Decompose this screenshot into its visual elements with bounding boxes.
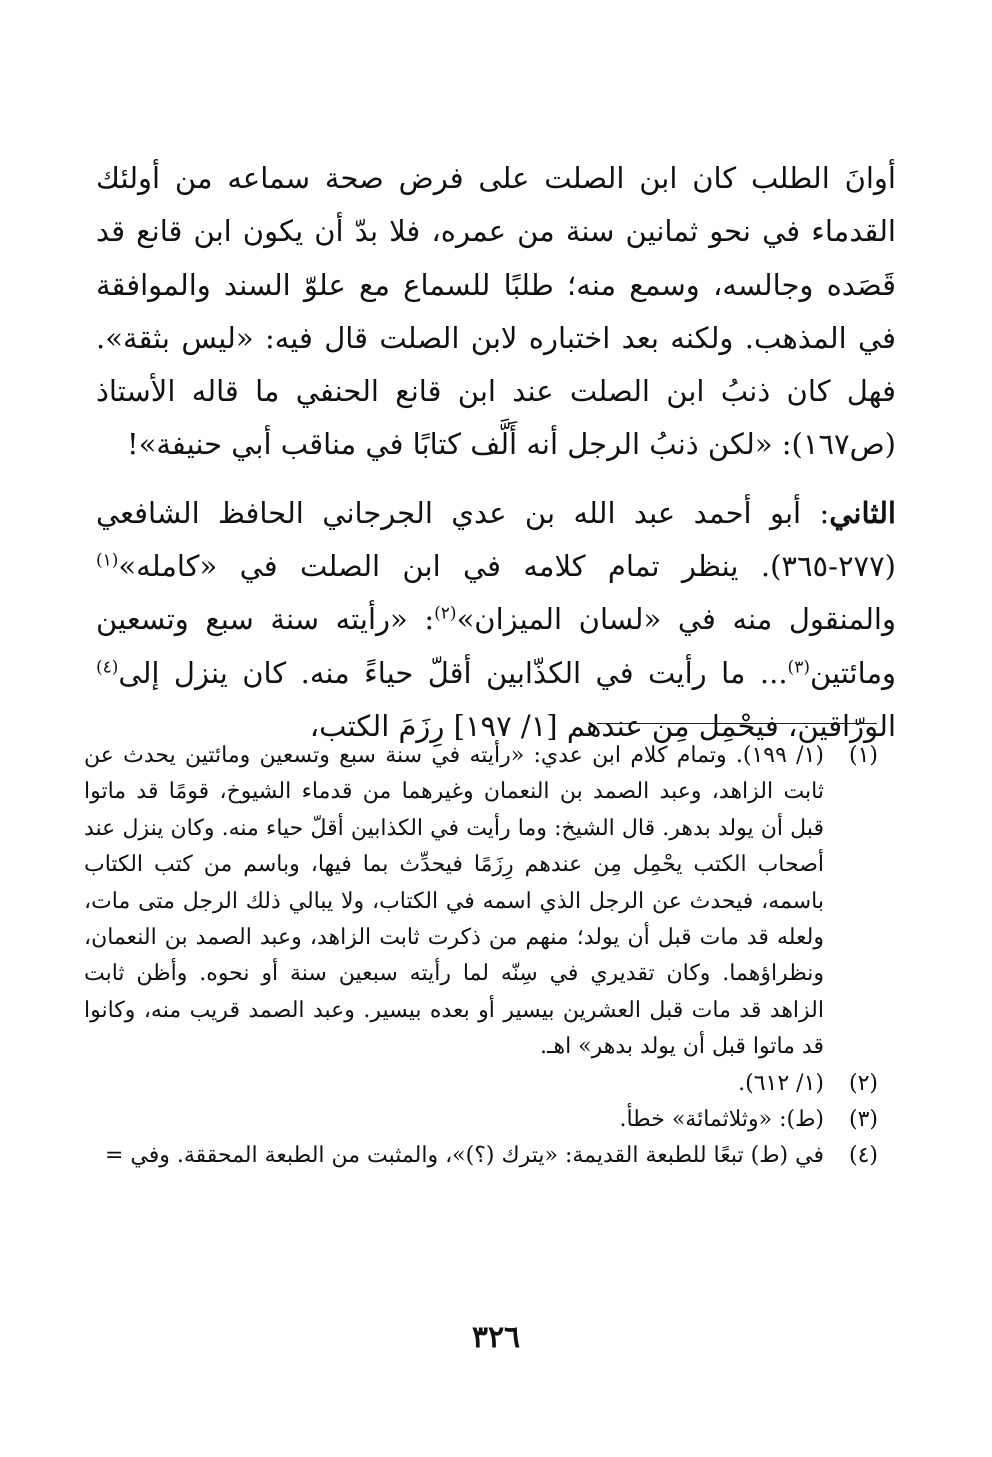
main-text (96, 152, 896, 753)
footnote-number: (٣) (848, 1107, 878, 1133)
paragraph-2-text-d: ... ما رأيت في الكذّابين أقلّ حياءً منه. كان ينزل إلى (118, 655, 788, 690)
footnote-number: (٤) (848, 1143, 878, 1169)
footnote-number: (١) (848, 743, 878, 768)
paragraph-2-text-e: الورّاقين، فيحْمِل مِن عندهم [١/ ١٩٧] رِزَمَ الكتب، (309, 708, 896, 743)
footnote-number: (٢) (848, 1070, 878, 1096)
footnote-2 (84, 1066, 878, 1102)
footnote-4 (84, 1138, 878, 1174)
paragraph-1-text: أوانَ الطلب كان ابن الصلت على فرض صحة سماعه من أولئك القدماء في نحو ثمانين سنة من عمره، فلا بدّ أن يكون ابن قانع قد قَصَده وجالسه، وسمع منه؛ طلبًا للسماع مع علوّ السند والموافقة في المذهب. ولكنه بعد اختباره لابن الصلت قال فيه: «ليس بثقة». فهل كان ذنبُ ابن الصلت عند ابن قانع الحنفي ما قاله الأستاذ (ص١٦٧): «لكن ذنبُ الرجل أنه أَلَّف كتابًا في مناقب أبي حنيفة»! (96, 161, 896, 462)
footnote-text: في (ط) تبعًا للطبعة القديمة: «يترك (؟)»، والمثبت من الطبعة المحققة. وفي = (104, 1143, 824, 1169)
footnotes (84, 738, 878, 1175)
footnote-text: (١/ ١٩٩). وتمام كلام ابن عدي: «رأيته في سنة سبع وتسعين ومائتين يحدث عن ثابت الزاهد، وعبد الصمد بن النعمان وغيرهما من قدماء الشيوخ، قومًا قد ماتوا قبل أن يولد بدهر. قال الشيخ: وما رأيت في الكذابين أقلّ حياء منه. وكان ينزل عند أصحاب الكتب يحْمِل مِن عندهم رِزَمًا فيحدِّث بما فيها، وباسم من كتب الكتاب باسمه، فيحدث عن الرجل الذي اسمه في الكتاب، ولا يبالي ذلك الرجل متى مات، ولعله قد مات قبل أن يولد؛ منهم من ذكرت ثابت الزاهد، وعبد الصمد بن النعمان، ونظراؤهما. وكان تقديري في سِنّه لما رأيته سبعين سنة أو نحوه. وأظن ثابت الزاهد قد مات قبل العشرين بيسير أو بعده بيسير. وعبد الصمد قريب منه، وكانوا قد ماتوا قبل أن يولد بدهر» اهـ. (84, 743, 825, 1060)
footnote-ref-2[interactable]: (٢) (434, 603, 457, 624)
paragraph-1 (96, 152, 896, 472)
footnote-separator (597, 723, 877, 724)
footnote-text: (ط): «وثلاثمائة» خطأ. (619, 1107, 824, 1133)
paragraph-2-text-a: : أبو أحمد عبد الله بن عدي الجرجاني الحافظ الشافعي (٢٧٧-٣٦٥). ينظر تمام كلامه في ابن الصلت في «كامله» (96, 495, 896, 584)
footnote-ref-1[interactable]: (١) (96, 550, 119, 571)
footnote-text: (١/ ٦١٢). (738, 1070, 824, 1096)
footnote-1 (84, 738, 878, 1066)
paragraph-2-lead: الثاني (829, 495, 896, 530)
paragraph-2-text-c: : «رأيته سنة سبع وتسعين ومائتين (96, 602, 896, 690)
footnote-ref-3[interactable]: (٣) (787, 657, 810, 678)
page-number: ٣٢٦ (471, 1320, 521, 1355)
footnote-3 (84, 1102, 878, 1138)
paragraph-2-text-b: والمنقول منه في «لسان الميزان» (456, 602, 896, 637)
paragraph-2 (96, 487, 896, 753)
footnote-ref-4[interactable]: (٤) (96, 657, 119, 678)
